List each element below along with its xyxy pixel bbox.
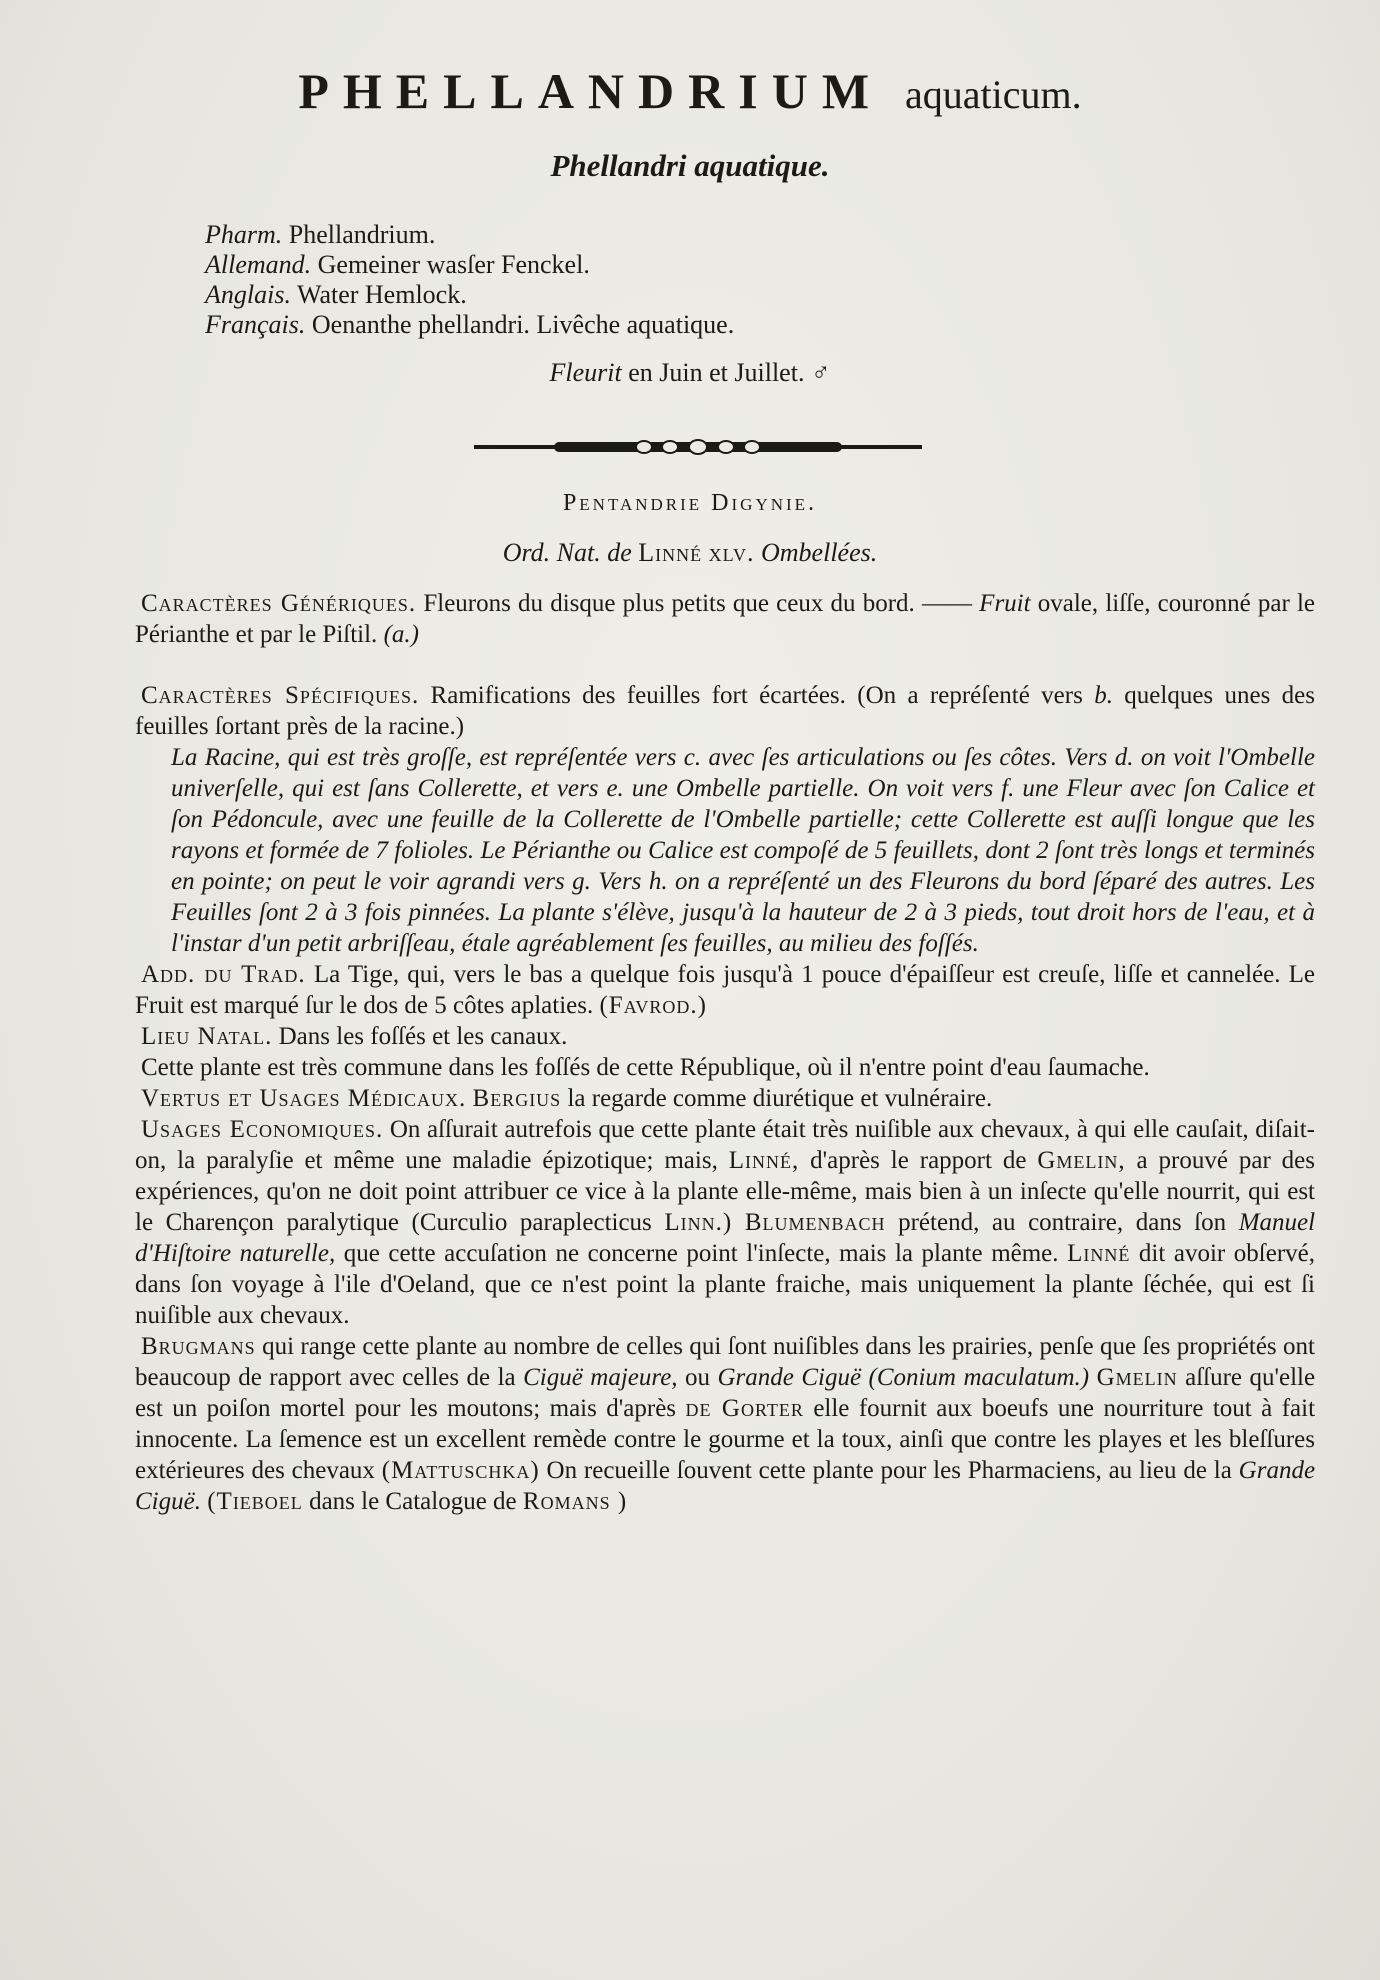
plant-name: Grande Ciguë. [135, 1457, 1316, 1515]
paragraph-text: d'après le rapport de [810, 1147, 1027, 1174]
order-author: Linné [638, 538, 703, 567]
author-name: Bergius [472, 1085, 562, 1112]
paragraph-text: elle fournit aux boeufs une nourriture tout à fait innocente. La ſemence est un excellent remède contre le gourme et la toux, ainſi que contre les playes et les bleſſures extérieures des chevaux [135, 1395, 1316, 1484]
figure-ref: b. [1094, 682, 1113, 709]
author-name: de Gorter [685, 1395, 804, 1422]
commonness-note: Cette plante est très commune dans les foſſés de cette République, où il n'entre point d'eau ſaumache. [141, 1054, 1150, 1081]
book-title: Manuel d'Hiſtoire naturelle, [135, 1209, 1316, 1267]
order-prefix: Ord. Nat. de [502, 538, 632, 567]
natural-order [0, 538, 1380, 568]
french-name-subtitle: Phellandri aquatique. [550, 148, 830, 183]
paragraph-text: dans le Catalogue de [309, 1488, 517, 1515]
author-name: Gmelin [1096, 1364, 1178, 1391]
name-row-pharm [205, 220, 734, 250]
medical-uses [135, 1083, 1315, 1114]
flowering-verb: Fleurit [549, 358, 622, 387]
paragraph-text: ou [685, 1364, 711, 1391]
plant-name: Grande Ciguë (Conium maculatum.) [717, 1364, 1090, 1391]
vernacular-names-list [205, 220, 734, 340]
paragraph-text: Fruit [979, 590, 1031, 617]
author-name: Linné, [728, 1147, 800, 1174]
section-heading: Usages Economiques. [141, 1116, 384, 1143]
paragraph-text: On aſſurait autrefois que cette plante était très nuiſible aux chevaux, à qui elle cauſait, diſait-on, la paralyſie et même une maladie épizotique; mais, [135, 1116, 1315, 1174]
paragraph-text: Fleurons du disque plus petits que ceux du bord. —— [423, 590, 980, 617]
order-number: xlv. [708, 538, 755, 567]
footnote-ref: (a.) [383, 621, 419, 648]
citation: (Favrod.) [599, 992, 707, 1019]
author-name: Linné [1067, 1240, 1131, 1267]
generic-characters [135, 588, 1315, 650]
habitat [135, 1021, 1315, 1052]
name-value: Phellandrium. [288, 220, 436, 249]
flowering-text: en Juin et Juillet. [628, 358, 805, 387]
name-row-anglais [205, 280, 734, 310]
translator-addition [135, 959, 1315, 1021]
ornament-divider-icon [474, 436, 922, 458]
author-name: Gmelin, [1037, 1147, 1126, 1174]
name-value: Gemeiner wasſer Fenckel. [317, 250, 590, 279]
plate-description: La Racine, qui est très groſſe, est repréſentée vers c. avec ſes articulations ou ſes côtes. Vers d. on voit l'Ombelle univerſelle, qui est ſans Collerette, et vers e. une Ombelle partielle. On voit vers f. une Fleur avec ſon Calice et ſon Pédoncule, avec une feuille de la Collerette de l'Ombelle partielle; cette Collerette est auſſi longue que les rayons et formée de 7 folioles. Le Périanthe ou Calice est compoſé de 5 feuillets, dont 2 ſont très longs et terminés en pointe; on peut le voir agrandi vers g. Vers h. on a repréſenté un des Fleurons du bord ſéparé des autres. Les Feuilles ſont 2 à 3 fois pinnées. La plante s'élève, jusqu'à la hauteur de 2 à 3 pieds, tout droit hors de l'eau, et à l'instar d'un petit arbriſſeau, étale agréablement ſes feuilles, au milieu des foſſés. [171, 744, 1315, 957]
brugmans-paragraph [135, 1331, 1315, 1517]
biennial-symbol-icon: ♂ [810, 358, 831, 387]
name-value: Oenanthe phellandri. Livêche aquatique. [311, 310, 735, 339]
section-heading: Lieu Natal. [141, 1023, 273, 1050]
flowering-period [0, 358, 1380, 388]
paragraph-text: ovale, liſſe, couronné par le Périanthe et par le Piſtil. [135, 590, 1315, 648]
section-heading: Caractères Génériques. [141, 590, 417, 617]
specific-characters [135, 680, 1315, 742]
paragraph-text: dit avoir obſervé, dans ſon voyage à l'ile d'Oeland, que ce n'est point la plante fraiche, mais uniquement la plante ſéchée, qui est ſi nuiſible aux chevaux. [135, 1240, 1316, 1329]
page-title [0, 62, 1380, 120]
paragraph-text: prétend, au contraire, dans ſon [898, 1209, 1227, 1236]
body-text [135, 588, 1315, 1517]
name-value: Water Hemlock. [296, 280, 467, 309]
paragraph-text: On recueille ſouvent cette plante pour les Pharmaciens, au lieu de la [546, 1457, 1232, 1484]
section-heading: Add. du Trad. [141, 961, 306, 988]
name-label: Pharm. [205, 220, 283, 249]
author-name: (Mattuschka) [381, 1457, 540, 1484]
economic-uses [135, 1114, 1315, 1331]
section-heading: Vertus et Usages Médicaux. [141, 1085, 467, 1112]
linnaean-class: Pentandrie Digynie. [562, 490, 818, 516]
paragraph-text: que cette accuſation ne concerne point l'inſecte, mais la plante même. [343, 1240, 1059, 1267]
paragraph-text: quelques unes des feuilles ſortant près de la racine.) [135, 682, 1315, 740]
plant-name: Ciguë majeure, [523, 1364, 678, 1391]
paragraph-text: la regarde comme diurétique et vulnéraire. [567, 1085, 993, 1112]
paragraph-text: Dans les foſſés et les canaux. [278, 1023, 568, 1050]
paragraph-text: La Tige, qui, vers le bas a quelque fois jusqu'à 1 pouce d'épaiſſeur est creuſe, liſſe et cannelée. Le Fruit est marqué ſur le dos de 5 côtes aplaties. [135, 961, 1315, 1019]
name-label: Anglais. [205, 280, 291, 309]
paragraph-text: Ramifications des feuilles fort écartées. (On a repréſenté vers [430, 682, 1083, 709]
name-label: Français. [205, 310, 306, 339]
author-name: Brugmans [141, 1333, 256, 1360]
name-label: Allemand. [205, 250, 312, 279]
name-row-allemand [205, 250, 734, 280]
paragraph-text: aſſure qu'elle est un poiſon mortel pour les moutons; mais d'après [135, 1364, 1316, 1422]
author-name: Blumenbach [744, 1209, 886, 1236]
author-name: Romans ) [522, 1488, 628, 1515]
name-row-francais [205, 310, 734, 340]
title-genus: PHELLANDRIUM [298, 63, 884, 119]
author-name: (Tieboel [207, 1488, 303, 1515]
author-name: Linn.) [664, 1209, 733, 1236]
paragraph-text: qui range cette plante au nombre de celles qui ſont nuiſibles dans les prairies, penſe que ſes propriétés ont beaucoup de rapport avec celles de la [135, 1333, 1315, 1391]
section-heading: Caractères Spécifiques. [141, 682, 420, 709]
title-species: aquaticum. [905, 72, 1082, 117]
order-name: Ombellées. [761, 538, 878, 567]
paragraph-text: a prouvé par des expériences, qu'on ne doit point attribuer ce vice à la plante elle-même, mais bien à un inſecte qu'elle nourrit, qui est le Charençon paralytique (Curculio paraplecticus [135, 1147, 1316, 1236]
